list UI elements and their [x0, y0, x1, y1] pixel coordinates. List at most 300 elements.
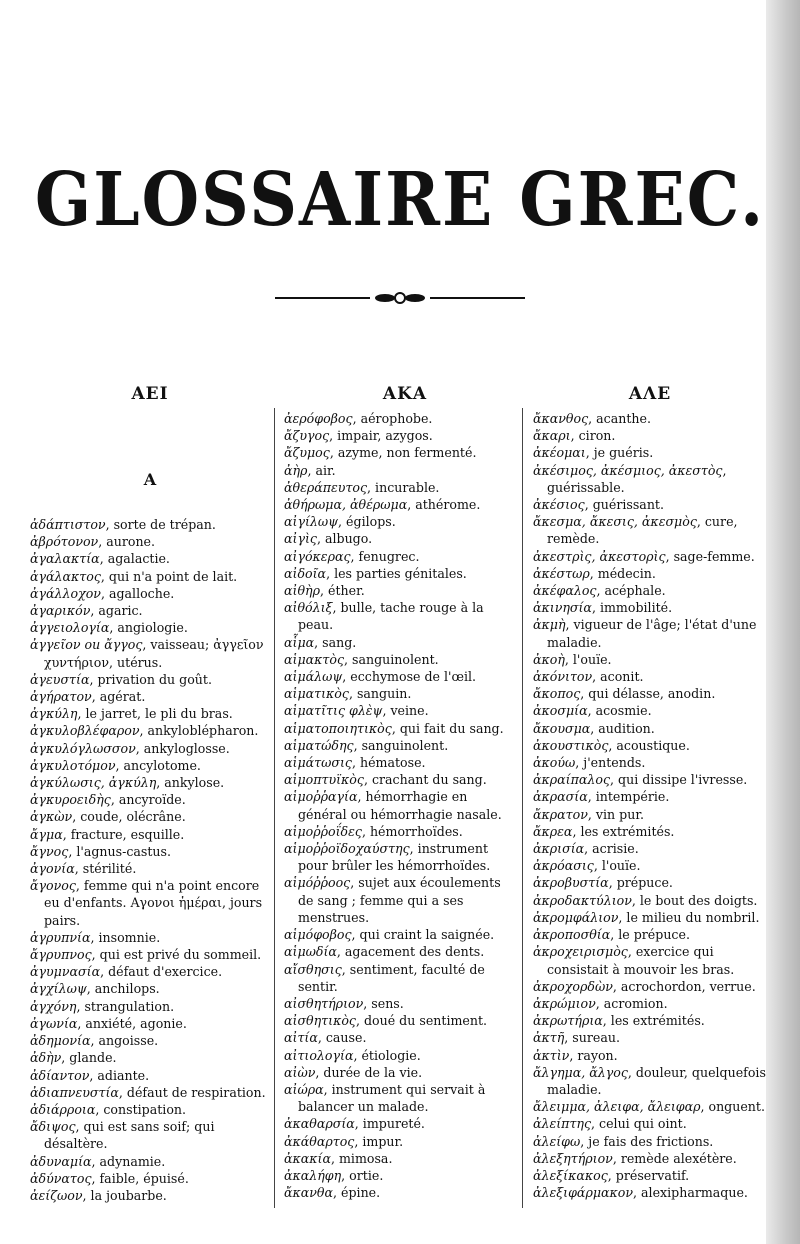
french-definition: , les extrémités.: [572, 823, 675, 839]
glossary-entry: [30, 946, 268, 963]
glossary-entry: [30, 688, 268, 705]
greek-term: ἀδιαπνευστία: [30, 1084, 119, 1100]
greek-term: ἀβρότονον: [30, 534, 99, 550]
greek-term: ἄγονος: [30, 878, 76, 894]
greek-term: αἰσθητήριον: [284, 995, 364, 1011]
glossary-entry: [284, 548, 516, 565]
glossary-entry: [533, 909, 773, 926]
french-definition: , strangulation.: [76, 998, 175, 1014]
glossary-entry: [533, 496, 773, 513]
greek-term: ἀκρωτήρια: [533, 1013, 603, 1029]
greek-term: ἀλεξίκακος: [533, 1167, 608, 1183]
greek-term: αἱμοῤῥοϊδοχαύστης: [284, 841, 410, 857]
greek-term: ἄλειμμα, ἀλειφα, ἄλειφαρ: [533, 1099, 701, 1115]
greek-term: αἰτιολογία: [284, 1047, 354, 1063]
greek-term: ἀκτῆ: [533, 1030, 565, 1046]
french-definition: , guérissable.: [547, 462, 727, 495]
french-definition: , anxiété, agonie.: [77, 1015, 187, 1031]
greek-term: ἄζυγος: [284, 428, 330, 444]
glossary-entry: [30, 980, 268, 997]
greek-term: ἀκροχορδὼν: [533, 978, 613, 994]
greek-term: ἄκαρι: [533, 428, 571, 444]
french-definition: , épine.: [333, 1185, 381, 1201]
glossary-entry: [284, 565, 516, 582]
french-definition: , acrisie.: [584, 841, 639, 857]
greek-term: ἄκρεα: [533, 823, 573, 839]
greek-term: ἀδάπτιστον: [30, 517, 106, 532]
greek-term: ἄκανθος: [533, 411, 589, 426]
glossary-entry: [533, 410, 773, 427]
glossary-entry: [533, 1167, 773, 1184]
greek-term: ἀκέομαι: [533, 445, 586, 461]
glossary-entry: [284, 754, 516, 771]
glossary-entry: [284, 427, 516, 444]
glossary-entry: [533, 685, 773, 702]
column-header-2: ΑΚΑ: [382, 384, 428, 404]
glossary-entry: [284, 720, 516, 737]
french-definition: , azyme, non fermenté.: [329, 445, 477, 461]
french-definition: , exercice qui consistait à mouvoir les bras.: [547, 944, 735, 977]
french-definition: , mimosa.: [330, 1150, 393, 1166]
greek-term: ἀδημονία: [30, 1033, 91, 1049]
french-definition: , privation du goût.: [89, 671, 212, 687]
glossary-entry: [284, 874, 516, 926]
french-definition: , qui fait du sang.: [391, 720, 504, 736]
french-definition: , sanguinolent.: [353, 737, 449, 753]
glossary-entry: [30, 774, 268, 791]
french-definition: , qui craint la saignée.: [351, 927, 495, 943]
french-definition: , hémorrhagie en général ou hémorrhagie nasale.: [298, 789, 502, 822]
french-definition: , sens.: [363, 995, 404, 1011]
glossary-entry: [533, 651, 773, 668]
greek-term: αἱμωδία: [284, 944, 337, 960]
glossary-entry: [533, 1029, 773, 1046]
french-definition: , vin pur.: [587, 806, 644, 822]
french-definition: , qui délasse, anodin.: [580, 686, 716, 702]
glossary-entry: [30, 1153, 268, 1170]
glossary-entry: [533, 995, 773, 1012]
glossary-entry: [533, 616, 773, 650]
french-definition: , l'agnus-castus.: [68, 843, 171, 859]
french-definition: , aconit.: [592, 669, 644, 685]
glossary-entry: [533, 857, 773, 874]
glossary-entry: [533, 462, 773, 496]
french-definition: , agacement des dents.: [336, 944, 485, 960]
french-definition: , qui dissipe l'ivresse.: [610, 772, 748, 788]
french-definition: , albugo.: [316, 531, 373, 547]
greek-term: ἀθεράπευτος: [284, 479, 368, 495]
greek-term: ἄγρυπνος: [30, 947, 92, 963]
glossary-entry: [533, 1184, 773, 1201]
greek-term: ἀκαθαρσία: [284, 1116, 355, 1132]
glossary-entry: [30, 636, 268, 670]
glossary-entry: [30, 1118, 268, 1152]
greek-term: ἀείζωον: [30, 1187, 83, 1203]
glossary-entry: [533, 754, 773, 771]
french-definition: , impureté.: [354, 1116, 425, 1132]
glossary-entry: [533, 840, 773, 857]
french-definition: , femme qui n'a point encore eu d'enfants. Αγονοι ἡμέραι, jours pairs.: [44, 878, 263, 928]
french-definition: , agérat.: [91, 689, 146, 705]
french-definition: , sentiment, faculté de sentir.: [298, 961, 485, 994]
greek-term: ἀλεξιφάρμακον: [533, 1185, 634, 1201]
glossary-entry: [533, 427, 773, 444]
greek-term: ἀκεστρὶς, ἀκεστορὶς: [533, 548, 666, 564]
greek-term: ἄκεσμα, ἄκεσις, ἀκεσμὸς: [533, 514, 697, 530]
french-definition: , agaric.: [90, 603, 143, 619]
glossary-entry: [284, 513, 516, 530]
greek-term: ἀθήρωμα, ἀθέρωμα: [284, 497, 408, 513]
glossary-entry: [284, 410, 516, 427]
glossary-entry: [533, 720, 773, 737]
french-definition: , hémorrhoïdes.: [361, 823, 463, 839]
greek-term: ἀκροχειρισμὸς: [533, 944, 628, 960]
french-definition: , fenugrec.: [350, 548, 420, 564]
french-definition: , stérilité.: [74, 861, 137, 877]
french-definition: , ecchymose de l'œil.: [342, 669, 477, 685]
french-definition: , sage-femme.: [665, 548, 755, 564]
glossary-entry: [533, 737, 773, 754]
glossary-entry: [30, 1170, 268, 1187]
french-definition: , faible, épuisé.: [91, 1170, 189, 1186]
glossary-column-2: [284, 410, 516, 1201]
glossary-entry: [533, 565, 773, 582]
glossary-entry: [284, 530, 516, 547]
french-definition: , le milieu du nombril.: [618, 909, 760, 925]
french-definition: , sujet aux écoulements de sang ; femme qui a ses menstrues.: [298, 875, 501, 925]
french-definition: , instrument qui servait à balancer un malade.: [298, 1081, 486, 1115]
greek-term: ἀκέσιος: [533, 497, 585, 513]
glossary-entry: [30, 568, 268, 585]
glossary-entry: [533, 823, 773, 840]
glossary-entry: [284, 840, 516, 874]
greek-term: αἱματώδης: [284, 737, 354, 753]
french-definition: , acosmie.: [587, 703, 652, 719]
greek-term: ἀγκύλωσις, ἀγκύλη: [30, 775, 157, 791]
glossary-entry: [30, 1049, 268, 1066]
glossary-entry: [284, 788, 516, 822]
french-definition: , l'ouïe.: [564, 651, 612, 667]
french-definition: , durée de la vie.: [315, 1064, 423, 1080]
greek-term: ἀγκὼν: [30, 809, 73, 825]
greek-term: ἀδιάρροια: [30, 1101, 96, 1117]
glossary-entry: [284, 1029, 516, 1046]
glossary-entry: [533, 548, 773, 565]
greek-term: ἀγαλακτία: [30, 551, 100, 567]
french-definition: , défaut d'exercice.: [100, 964, 223, 980]
glossary-entry: [533, 1115, 773, 1132]
glossary-entry: [284, 1115, 516, 1132]
greek-term: ἀκέστωρ: [533, 565, 590, 581]
french-definition: , j'entends.: [575, 755, 646, 771]
greek-term: ἀκμὴ: [533, 617, 566, 633]
greek-term: ἀγχίλωψ: [30, 981, 87, 997]
greek-term: ἀκροδακτύλιον: [533, 892, 632, 908]
glossary-entry: [30, 929, 268, 946]
french-definition: , cure, remède.: [547, 514, 738, 547]
greek-term: αἰθὴρ: [284, 583, 320, 599]
glossary-entry: [30, 619, 268, 636]
greek-term: ἀὴρ: [284, 462, 308, 478]
glossary-entry: [533, 1047, 773, 1064]
glossary-column-3: [533, 410, 773, 1201]
greek-term: ἀγγεῖον ou ἄγγος: [30, 637, 143, 653]
french-definition: , cause.: [317, 1030, 367, 1046]
greek-term: ἄγνος: [30, 843, 69, 859]
greek-term: ἀκάθαρτος: [284, 1133, 355, 1149]
french-definition: , angoisse.: [90, 1033, 159, 1049]
greek-term: ἀγγειολογία: [30, 620, 110, 636]
glossary-entry: [284, 1064, 516, 1081]
glossary-entry: [284, 1047, 516, 1064]
french-definition: , le jarret, le pli du bras.: [77, 706, 233, 722]
glossary-entry: [533, 1064, 773, 1098]
french-definition: , préservatif.: [607, 1167, 690, 1183]
glossary-entry: [30, 791, 268, 808]
greek-term: αἱματικὸς: [284, 686, 349, 702]
french-definition: , onguent.: [700, 1099, 765, 1115]
french-definition: , éther.: [319, 583, 365, 599]
french-definition: , instrument pour brûler les hémorrhoïdes.: [298, 841, 491, 874]
greek-term: αἰγὶς: [284, 531, 317, 547]
french-definition: , agalloche.: [100, 585, 175, 601]
greek-term: αἰὼν: [284, 1064, 316, 1080]
greek-term: ἀκόνιτον: [533, 669, 593, 685]
greek-term: ἀκοσμία: [533, 703, 588, 719]
glossary-entry: [533, 874, 773, 891]
greek-term: ἀκαλήφη: [284, 1167, 342, 1183]
glossary-entry: [284, 1012, 516, 1029]
greek-term: ἀγήρατον: [30, 689, 92, 705]
french-definition: , bulle, tache rouge à la peau.: [298, 600, 484, 633]
greek-term: ἄζυμος: [284, 445, 330, 461]
glossary-entry: [284, 1081, 516, 1115]
glossary-entry: [284, 1133, 516, 1150]
greek-term: αἰγόκερας: [284, 548, 351, 564]
greek-term: ἀγευστία: [30, 671, 90, 687]
french-definition: , coude, olécrâne.: [72, 809, 186, 825]
greek-term: ἀδύνατος: [30, 1170, 92, 1186]
french-definition: , glande.: [61, 1050, 117, 1066]
greek-term: αἱμακτὸς: [284, 651, 344, 667]
french-definition: , air.: [307, 462, 336, 478]
greek-term: ἀκρισία: [533, 841, 585, 857]
glossary-entry: [533, 1150, 773, 1167]
french-definition: , douleur, quelquefois maladie.: [547, 1064, 766, 1097]
glossary-entry: [30, 705, 268, 722]
glossary-entry: [284, 995, 516, 1012]
glossary-entry: [533, 582, 773, 599]
glossary-entry: [30, 602, 268, 619]
french-definition: , sureau.: [564, 1030, 620, 1046]
french-definition: , ankyloglosse.: [135, 740, 230, 756]
glossary-entry: [30, 1015, 268, 1032]
french-definition: , vaisseau; ἀγγεῖον χυντήριον, utérus.: [44, 637, 264, 670]
greek-term: ἄκρατον: [533, 806, 588, 822]
glossary-column-1: [30, 516, 268, 1204]
greek-term: ἀγκυλοβλέφαρον: [30, 723, 140, 739]
greek-term: ἀκτὶν: [533, 1047, 570, 1063]
greek-term: αἱμάλωψ: [284, 669, 343, 685]
french-definition: , ankylose.: [156, 775, 225, 791]
glossary-entry: [533, 444, 773, 461]
greek-term: ἀδίαντον: [30, 1067, 90, 1083]
glossary-entry: [30, 722, 268, 739]
glossary-entry: [30, 533, 268, 550]
glossary-entry: [30, 808, 268, 825]
section-letter: A: [143, 470, 157, 489]
greek-term: ἀλεξητήριον: [533, 1150, 613, 1166]
french-definition: , insomnie.: [90, 929, 161, 945]
french-definition: , je fais des frictions.: [580, 1133, 714, 1149]
greek-term: ἀκραίπαλος: [533, 772, 611, 788]
greek-term: αἰγίλωψ: [284, 514, 339, 530]
french-definition: , qui n'a point de lait.: [100, 568, 238, 584]
glossary-entry: [533, 1098, 773, 1115]
french-definition: , immobilité.: [591, 600, 673, 616]
greek-term: ἀκροβυστία: [533, 875, 609, 891]
glossary-entry: [30, 1032, 268, 1049]
greek-term: ἀγκυλοτόμον: [30, 757, 116, 773]
glossary-entry: [30, 757, 268, 774]
glossary-entry: [533, 978, 773, 995]
glossary-entry: [284, 634, 516, 651]
greek-term: αἱμόφοβος: [284, 927, 352, 943]
glossary-entry: [284, 961, 516, 995]
page-title: GLOSSAIRE GREC.: [34, 155, 766, 243]
french-definition: , l'ouïe.: [593, 858, 641, 874]
greek-term: ἀκινησία: [533, 600, 592, 616]
glossary-entry: [284, 685, 516, 702]
french-definition: , acrochordon, verrue.: [612, 978, 756, 994]
greek-term: αἴσθησις: [284, 961, 342, 977]
french-definition: , la joubarbe.: [82, 1187, 167, 1203]
greek-term: ἄκοπος: [533, 686, 581, 702]
greek-term: ἀκροποσθία: [533, 927, 611, 943]
french-definition: , impur.: [354, 1133, 404, 1149]
french-definition: , vigueur de l'âge; l'état d'une maladie.: [547, 617, 757, 650]
greek-term: ἀκρομφάλιον: [533, 909, 619, 925]
greek-term: ἀγαρικόν: [30, 603, 91, 619]
greek-term: αἷμα: [284, 634, 315, 650]
ornament-divider: [275, 288, 525, 308]
french-definition: , rayon.: [569, 1047, 618, 1063]
glossary-entry: [284, 771, 516, 788]
greek-term: ἀγκυλόγλωσσον: [30, 740, 136, 756]
french-definition: , ciron.: [570, 428, 616, 444]
french-definition: , qui est privé du sommeil.: [91, 947, 262, 963]
greek-term: αἰδοῖα: [284, 565, 327, 581]
french-definition: , constipation.: [95, 1101, 187, 1117]
french-definition: , égilops.: [338, 514, 396, 530]
french-definition: , guérissant.: [584, 497, 664, 513]
glossary-entry: [284, 444, 516, 461]
glossary-entry: [284, 651, 516, 668]
greek-term: ἀλείφω: [533, 1133, 581, 1149]
glossary-entry: [284, 668, 516, 685]
french-definition: , le prépuce.: [610, 927, 690, 943]
glossary-entry: [533, 943, 773, 977]
glossary-entry: [533, 668, 773, 685]
glossary-entry: [284, 1184, 516, 1201]
french-definition: , je guéris.: [585, 445, 654, 461]
greek-term: ἀδυναμία: [30, 1153, 92, 1169]
glossary-entry: [30, 671, 268, 688]
glossary-entry: [30, 740, 268, 757]
french-definition: , agalactie.: [99, 551, 170, 567]
greek-term: αἱμοπτυϊκὸς: [284, 772, 364, 788]
french-definition: , acéphale.: [596, 583, 666, 599]
glossary-entry: [284, 479, 516, 496]
greek-term: ἄλγημα, ἄλγος: [533, 1064, 628, 1080]
glossary-entry: [30, 1084, 268, 1101]
french-definition: , ancylotome.: [115, 757, 201, 773]
greek-term: αἱμοῤῥοΐδες: [284, 823, 362, 839]
french-definition: , ortie.: [341, 1167, 384, 1183]
glossary-entry: [533, 806, 773, 823]
glossary-entry: [533, 788, 773, 805]
greek-term: ἀγυμνασία: [30, 964, 101, 980]
greek-term: ἀλείπτης: [533, 1116, 592, 1132]
glossary-entry: [533, 1012, 773, 1029]
french-definition: , celui qui oint.: [591, 1116, 687, 1132]
glossary-entry: [533, 599, 773, 616]
glossary-entry: [284, 599, 516, 633]
french-definition: , incurable.: [367, 479, 440, 495]
french-definition: , audition.: [590, 720, 655, 736]
greek-term: ἀκοὴ: [533, 651, 565, 667]
french-definition: , alexipharmaque.: [633, 1185, 748, 1201]
french-definition: , prépuce.: [608, 875, 673, 891]
greek-term: αἰώρα: [284, 1081, 324, 1097]
greek-term: ἀκρώμιον: [533, 995, 596, 1011]
glossary-entry: [30, 516, 268, 533]
greek-term: ἀκέφαλος: [533, 583, 597, 599]
glossary-entry: [284, 582, 516, 599]
french-definition: , le bout des doigts.: [631, 892, 758, 908]
glossary-entry: [30, 1067, 268, 1084]
french-definition: , athérome.: [407, 497, 481, 513]
glossary-entry: [284, 737, 516, 754]
french-definition: , veine.: [382, 703, 429, 719]
french-definition: , sang.: [314, 634, 357, 650]
greek-term: αἱματοποιητικὸς: [284, 720, 392, 736]
french-definition: , anchilops.: [86, 981, 160, 997]
glossary-entry: [30, 1101, 268, 1118]
french-definition: , acoustique.: [608, 737, 690, 753]
greek-term: αἱματῖτις φλὲψ: [284, 703, 383, 719]
greek-term: αἰσθητικὸς: [284, 1013, 356, 1029]
glossary-entry: [284, 1167, 516, 1184]
glossary-entry: [284, 926, 516, 943]
glossary-entry: [30, 860, 268, 877]
french-definition: , acanthe.: [588, 411, 651, 426]
glossary-entry: [30, 843, 268, 860]
french-definition: , impair, azygos.: [329, 428, 433, 444]
french-definition: , les parties génitales.: [326, 565, 467, 581]
glossary-entry: [533, 892, 773, 909]
greek-term: ἀδὴν: [30, 1050, 62, 1066]
glossary-entry: [533, 702, 773, 719]
greek-term: ἀγάλλοχον: [30, 585, 101, 601]
french-definition: , sanguin.: [348, 686, 412, 702]
greek-term: ἀκρόασις: [533, 858, 594, 874]
greek-term: ἀγκυροειδὴς: [30, 792, 111, 808]
glossary-entry: [30, 585, 268, 602]
french-definition: , ancyroïde.: [110, 792, 186, 808]
greek-term: ἀκούω: [533, 755, 576, 771]
greek-term: ἀγονία: [30, 861, 75, 877]
